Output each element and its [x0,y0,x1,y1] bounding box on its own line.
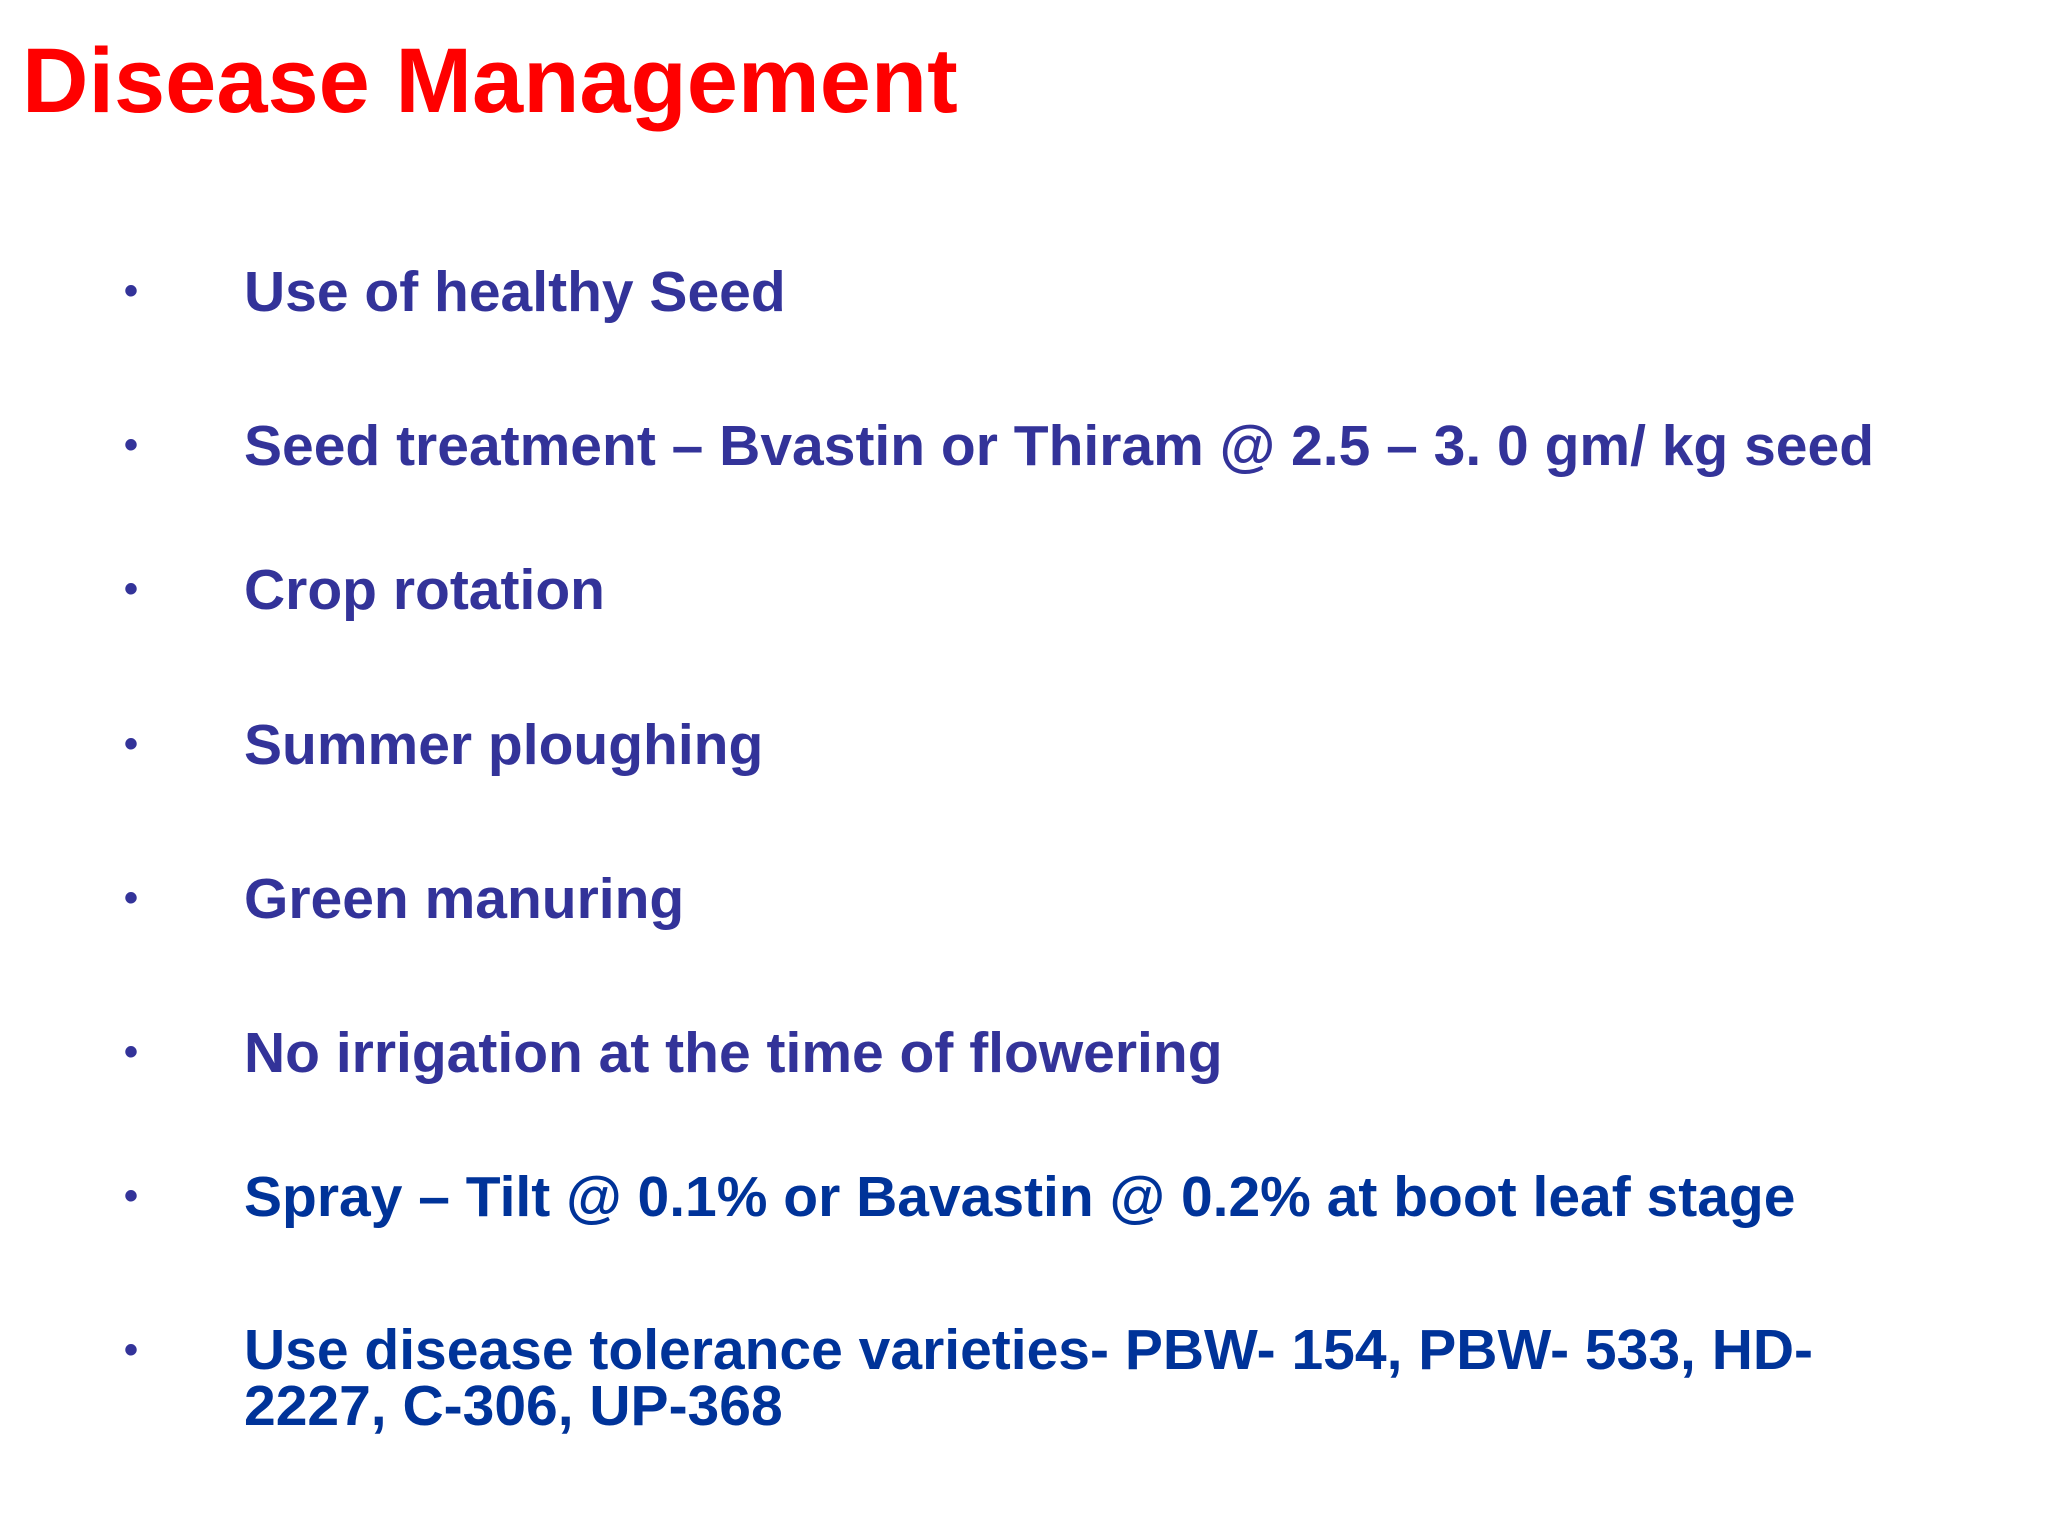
bullet-icon: • [124,423,139,467]
bullet-icon: • [124,722,139,766]
bullet-icon: • [124,1174,139,1218]
bullet-text: Green manuring [244,867,685,931]
bullet-text: Use of healthy Seed [244,260,786,324]
bullet-text: Spray – Tilt @ 0.1% or Bavastin @ 0.2% at boot leaf stage [244,1165,1796,1229]
bullet-text: Use disease tolerance varieties- PBW- 154, PBW- 533, HD-2227, C-306, UP-368 [244,1318,1814,1438]
bullet-text: Seed treatment – Bvastin or Thiram @ 2.5 – 3. 0 gm/ kg seed [244,414,1875,478]
bullet-text: No irrigation at the time of flowering [244,1021,1223,1085]
bullet-icon: • [124,876,139,920]
bullet-icon: • [124,1030,139,1074]
bullet-icon: • [124,1328,139,1372]
bullet-text: Summer ploughing [244,713,764,777]
bullet-icon: • [124,567,139,611]
bullet-icon: • [124,269,139,313]
slide-title: Disease Management [22,30,958,132]
bullet-text: Crop rotation [244,558,605,622]
